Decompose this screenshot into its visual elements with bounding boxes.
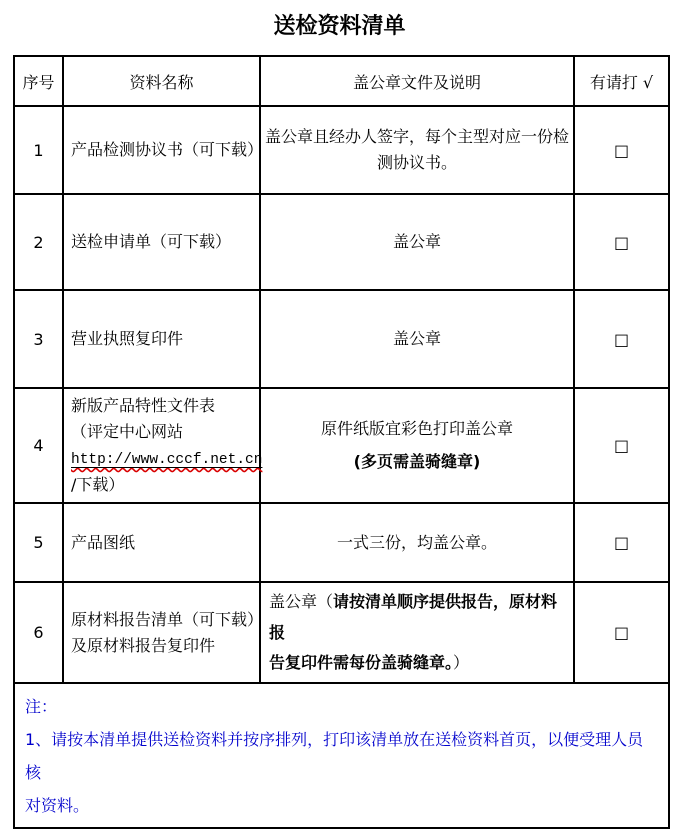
row1-desc [260,106,574,194]
header-serial: 序号 [14,56,63,106]
row1-desc-line1: 盖公章且经办人签字，每个主型对应一份检 [264,127,569,147]
row5-check-cell [574,503,669,582]
header-row [14,56,669,106]
row4-desc [260,388,574,503]
row4-name-line1: 新版产品特性文件表 [71,396,216,415]
note-cell [14,683,669,827]
table-row-1 [14,106,669,194]
table-row-3 [14,290,669,388]
row5-name: 产品图纸 [63,503,260,582]
checkbox-row-6[interactable]: □ [613,623,630,643]
row6-desc-line1-bold: 请按清单顺序提供报告，原材料报 [269,592,558,642]
row6-desc-line1-regular: 盖公章（ [269,592,334,612]
table-row-2 [14,194,669,290]
row6-desc-line2-bold: 告复印件需每份盖骑缝章。 [269,652,454,672]
checkbox-row-1[interactable]: □ [613,140,630,160]
row4-serial: 4 [14,388,63,503]
row2-name: 送检申请单（可下载） [63,194,260,290]
row4-check-cell [574,388,669,503]
checkbox-row-4[interactable]: □ [613,436,630,456]
row3-serial: 3 [14,290,63,388]
row6-desc-line1 [269,587,569,648]
note-item1-line2: 对资料。 [25,795,90,815]
row4-name [63,388,263,503]
row2-desc: 盖公章 [260,194,574,290]
row2-check-cell [574,194,669,290]
row3-check-cell [574,290,669,388]
header-check-mark: 有请打 √ [574,56,669,106]
checkbox-row-2[interactable]: □ [613,232,630,252]
row3-desc: 盖公章 [260,290,574,388]
row6-desc-line2-regular: ） [453,652,470,672]
row2-serial: 2 [14,194,63,290]
row1-serial: 1 [14,106,63,194]
table-row-4 [14,388,669,503]
document-title: 送检资料清单 [273,14,406,39]
note-label: 注： [25,697,58,717]
row6-name [63,582,264,683]
row1-desc-line2: 测协议书。 [376,153,457,172]
row1-check-cell [574,106,669,194]
row6-name-line1: 原材料报告清单（可下载） [71,609,264,629]
header-seal-description: 盖公章文件及说明 [260,56,574,106]
row4-desc-line2: (多页需盖骑缝章) [353,452,481,472]
row6-desc [260,582,574,683]
header-material-name: 资料名称 [63,56,260,106]
row3-name: 营业执照复印件 [63,290,260,388]
cccf-website-link[interactable]: http://www.cccf.net.cn [71,451,263,468]
row4-desc-line1: 原件纸版宜彩色打印盖公章 [320,419,513,439]
table-row-5 [14,503,669,582]
row5-serial: 5 [14,503,63,582]
row5-desc: 一式三份，均盖公章。 [260,503,574,582]
note-row [14,683,669,827]
table-row-6 [14,582,669,683]
row4-name-line4: /下载） [71,475,125,495]
row6-serial: 6 [14,582,63,683]
materials-table [13,55,670,829]
checkbox-row-5[interactable]: □ [613,533,630,553]
note-item1-line1: 1、请按本清单提供送检资料并按序排列，打印该清单放在送检资料首页，以便受理人员核 [25,730,644,782]
row1-name: 产品检测协议书（可下载） [63,106,260,194]
checkbox-row-3[interactable]: □ [613,329,630,349]
row6-desc-line2 [269,648,569,678]
row6-name-line2: 及原材料报告复印件 [71,635,216,655]
row4-name-line2: （评定中心网站 [71,421,184,441]
row6-check-cell [574,582,669,683]
row4-link-wrap [71,445,263,472]
